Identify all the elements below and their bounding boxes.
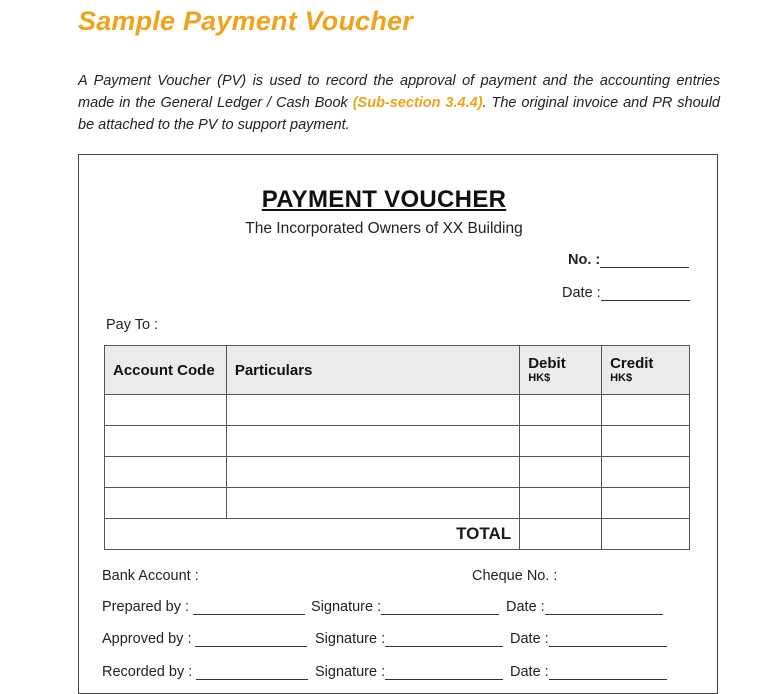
- approved-by-line[interactable]: [195, 632, 307, 647]
- approved-date-line[interactable]: [549, 632, 667, 647]
- credit-cell[interactable]: [602, 488, 690, 519]
- recorded-by-line[interactable]: [196, 665, 308, 680]
- header-account-code: Account Code: [105, 346, 227, 395]
- approved-date-field[interactable]: [510, 631, 667, 647]
- total-label: TOTAL: [105, 519, 520, 550]
- approved-by-field[interactable]: [102, 631, 307, 647]
- header-credit-unit: HK$: [610, 372, 633, 384]
- voucher-date-field[interactable]: [562, 285, 690, 301]
- recorded-date-field[interactable]: [510, 664, 667, 680]
- particulars-cell[interactable]: [226, 488, 519, 519]
- recorded-by-label: Recorded by :: [102, 664, 193, 680]
- debit-cell[interactable]: [520, 488, 602, 519]
- cheque-number-label: Cheque No. :: [472, 568, 558, 584]
- approved-signature-line[interactable]: [385, 632, 503, 647]
- particulars-cell[interactable]: [226, 426, 519, 457]
- recorded-date-label: Date :: [510, 664, 549, 680]
- account-code-cell[interactable]: [105, 457, 227, 488]
- approved-date-label: Date :: [510, 631, 549, 647]
- account-code-cell[interactable]: [105, 488, 227, 519]
- total-debit-cell[interactable]: [520, 519, 602, 550]
- intro-paragraph: [78, 70, 720, 136]
- table-row: [105, 488, 690, 519]
- voucher-date-label: Date :: [562, 285, 601, 301]
- total-row: [105, 519, 690, 550]
- header-debit-label: Debit: [528, 355, 566, 372]
- bank-account-label: Bank Account :: [102, 568, 199, 584]
- page-title: Sample Payment Voucher: [78, 6, 414, 36]
- intro-text-1: A Payment Voucher (PV) is used to record the approval of payment and the accounting entries made in the General Ledger / Cash Book: [78, 73, 720, 111]
- recorded-signature-line[interactable]: [385, 665, 503, 680]
- approved-signature-field[interactable]: [315, 631, 503, 647]
- header-debit-unit: HK$: [528, 372, 551, 384]
- voucher-heading: PAYMENT VOUCHER: [261, 186, 507, 213]
- voucher-number-line[interactable]: [600, 253, 689, 268]
- particulars-cell[interactable]: [226, 395, 519, 426]
- debit-cell[interactable]: [520, 395, 602, 426]
- recorded-by-field[interactable]: [102, 664, 308, 680]
- total-credit-cell[interactable]: [602, 519, 690, 550]
- recorded-signature-field[interactable]: [315, 664, 503, 680]
- voucher-number-field[interactable]: [568, 252, 689, 268]
- header-debit: [520, 346, 602, 395]
- debit-cell[interactable]: [520, 426, 602, 457]
- approved-signature-label: Signature :: [315, 631, 386, 647]
- prepared-by-line[interactable]: [193, 600, 305, 615]
- prepared-signature-field[interactable]: [311, 599, 499, 615]
- table-row: [105, 426, 690, 457]
- recorded-signature-label: Signature :: [315, 664, 386, 680]
- prepared-signature-line[interactable]: [381, 600, 499, 615]
- voucher-number-label: No. :: [568, 252, 601, 268]
- voucher-table: [104, 345, 690, 550]
- pay-to-label: Pay To :: [106, 317, 159, 333]
- credit-cell[interactable]: [602, 426, 690, 457]
- intro-text-2: . The original invoice and PR should be attached to the PV to support payment.: [78, 95, 720, 133]
- prepared-date-field[interactable]: [506, 599, 663, 615]
- organization-name: The Incorporated Owners of XX Building: [245, 220, 523, 237]
- prepared-date-label: Date :: [506, 599, 545, 615]
- debit-cell[interactable]: [520, 457, 602, 488]
- table-row: [105, 457, 690, 488]
- table-row: [105, 395, 690, 426]
- prepared-date-line[interactable]: [545, 600, 663, 615]
- approved-by-label: Approved by :: [102, 631, 192, 647]
- header-credit: [602, 346, 690, 395]
- voucher-date-line[interactable]: [601, 286, 690, 301]
- particulars-cell[interactable]: [226, 457, 519, 488]
- table-header-row: [105, 346, 690, 395]
- sub-section-reference: (Sub-section 3.4.4): [352, 95, 483, 111]
- credit-cell[interactable]: [602, 457, 690, 488]
- header-credit-label: Credit: [610, 355, 654, 372]
- credit-cell[interactable]: [602, 395, 690, 426]
- account-code-cell[interactable]: [105, 426, 227, 457]
- account-code-cell[interactable]: [105, 395, 227, 426]
- prepared-by-field[interactable]: [102, 599, 305, 615]
- prepared-by-label: Prepared by :: [102, 599, 190, 615]
- header-particulars: Particulars: [226, 346, 519, 395]
- recorded-date-line[interactable]: [549, 665, 667, 680]
- prepared-signature-label: Signature :: [311, 599, 382, 615]
